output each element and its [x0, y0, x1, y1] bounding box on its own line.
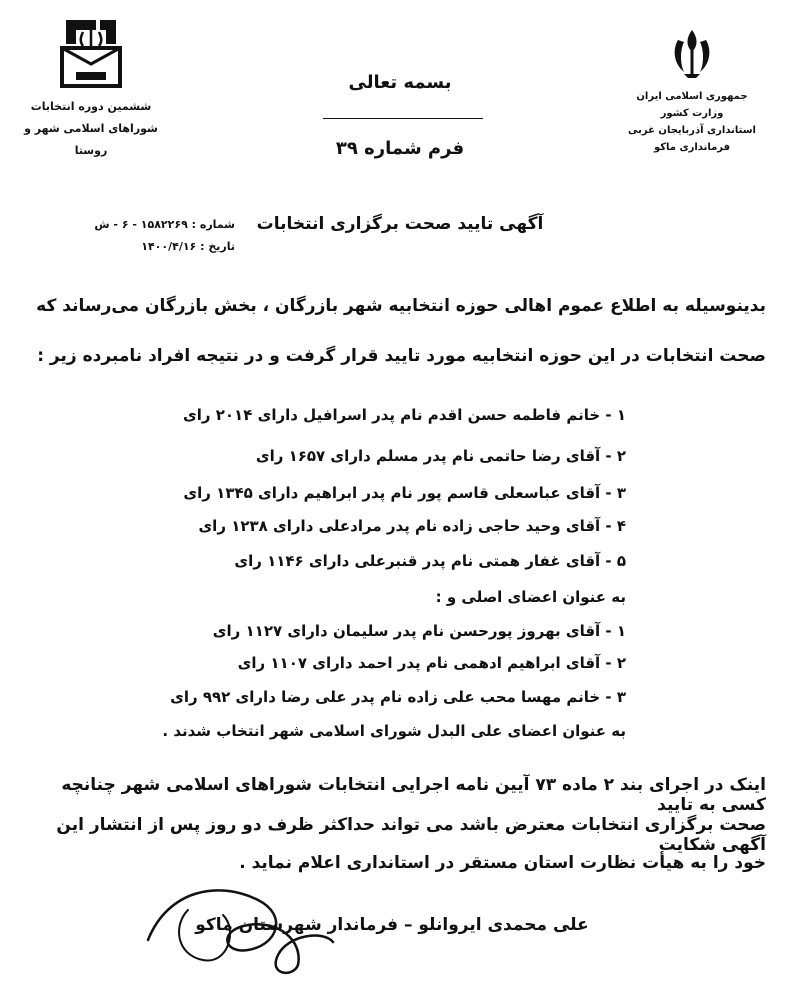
form-number: فرم شماره ۳۹: [335, 138, 465, 159]
ministry-header: [622, 26, 762, 156]
header-divider: [323, 118, 483, 119]
reference-date: تاریخ : ۱۴۰۰/۴/۱۶: [141, 240, 235, 253]
closing-line-1: اینک در اجرای بند ۲ ماده ۷۳ آیین نامه اجرایی انتخابات شوراهای اسلامی شهر چنانچه کسی به تایید: [61, 775, 766, 815]
iran-emblem-icon: [670, 26, 714, 82]
main-member-5: ۵ - آقای غفار همتی نام پدر قنبرعلی دارای ۱۱۴۶ رای: [234, 552, 626, 570]
alternate-member-2: ۲ - آقای ابراهیم ادهمی نام پدر احمد دارای ۱۱۰۷ رای: [237, 654, 626, 672]
closing-line-3: خود را به هیأت نظارت استان مستقر در استانداری اعلام نماید .: [239, 853, 766, 873]
alternate-member-1: ۱ - آقای بهروز پورحسن نام پدر سلیمان دارای ۱۱۲۷ رای: [212, 622, 626, 640]
election-line-2: شوراهای اسلامی شهر و روستا: [24, 122, 158, 157]
notice-title: آگهی تایید صحت برگزاری انتخابات: [256, 214, 544, 234]
ballot-box-icon: [56, 14, 126, 92]
main-members-caption: به عنوان اعضای اصلی و :: [435, 588, 626, 606]
main-member-1: ۱ - خانم فاطمه حسن اقدم نام پدر اسرافیل دارای ۲۰۱۴ رای: [183, 406, 626, 424]
alternate-members-caption: به عنوان اعضای علی البدل شورای اسلامی شهر انتخاب شدند .: [162, 722, 626, 740]
election-header: [16, 14, 166, 162]
ministry-line-4: فرمانداری ماکو: [653, 142, 731, 153]
reference-block: [60, 214, 235, 258]
main-member-3: ۳ - آقای عباسعلی قاسم پور نام پدر ابراهیم دارای ۱۳۴۵ رای: [183, 484, 626, 502]
main-member-4: ۴ - آقای وحید حاجی زاده نام پدر مرادعلی دارای ۱۲۳۸ رای: [198, 517, 626, 535]
ministry-line-3: استانداری آذربایجان غربی: [628, 125, 756, 136]
election-line-1: ششمین دوره انتخابات: [30, 100, 152, 113]
intro-line-2: صحت انتخابات در این حوزه انتخابیه مورد تایید قرار گرفت و در نتیجه افراد نامبرده زیر :: [37, 346, 766, 366]
bismillah-heading: بسمه تعالی: [348, 72, 452, 93]
signatory-line: علی محمدی ایروانلو – فرماندار شهرستان ماکو: [195, 915, 589, 935]
alternate-member-3: ۳ - خانم مهسا محب علی زاده نام پدر علی رضا دارای ۹۹۲ رای: [170, 688, 626, 706]
closing-line-2: صحت برگزاری انتخابات معترض باشد می تواند حداکثر ظرف دو روز پس از انتشار این آگهی شکایت: [56, 815, 766, 855]
intro-line-1: بدینوسیله به اطلاع عموم اهالی حوزه انتخابیه شهر بازرگان ، بخش بازرگان می‌رساند که: [36, 296, 766, 316]
main-member-2: ۲ - آقای رضا حاتمی نام پدر مسلم دارای ۱۶۵۷ رای: [255, 447, 626, 465]
ministry-line-2: وزارت کشور: [660, 108, 724, 119]
reference-number: شماره : ۱۵۸۲۲۶۹ - ۶ - ش: [94, 218, 235, 231]
ministry-line-1: جمهوری اسلامی ایران: [636, 91, 748, 102]
